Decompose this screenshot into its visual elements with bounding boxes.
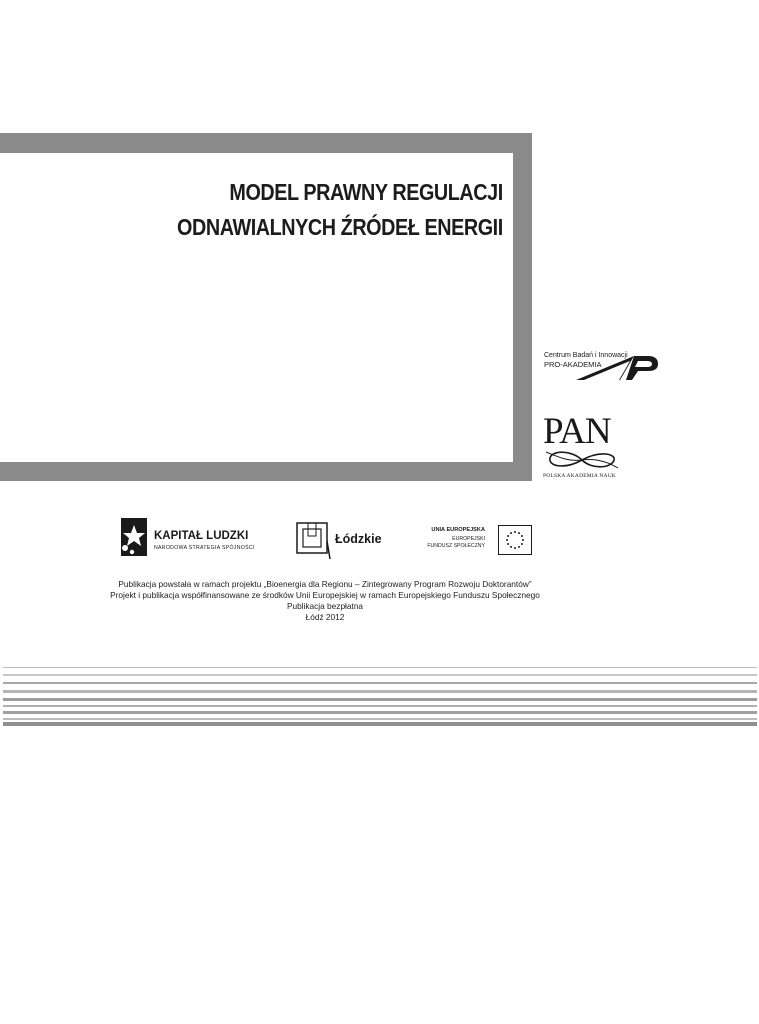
decorative-stripes — [3, 667, 757, 727]
pan-logo — [540, 412, 630, 484]
eu-fund-line1: EUROPEJSKI — [452, 536, 485, 542]
lodzkie-emblem-icon — [296, 521, 332, 561]
title-frame — [0, 133, 532, 481]
eu-name: UNIA EUROPEJSKA — [431, 527, 485, 533]
cbi-pro-akademia-logo — [542, 350, 662, 384]
stripe — [3, 698, 757, 701]
kapital-ludzki-star-icon — [117, 518, 151, 558]
publication-line-4: Łódź 2012 — [305, 612, 345, 622]
stripe — [3, 674, 757, 676]
stripe — [3, 690, 757, 693]
cbi-subname: PRO-AKADEMIA — [544, 360, 602, 369]
lodzkie-logo — [296, 521, 396, 561]
stripe — [3, 705, 757, 707]
publication-note — [0, 579, 650, 623]
stripe — [3, 722, 757, 726]
pan-caption: POLSKA AKADEMIA NAUK — [543, 473, 617, 479]
stripe — [3, 682, 757, 684]
stripe — [3, 718, 757, 720]
eu-fund-line2: FUNDUSZ SPOŁECZNY — [427, 543, 485, 549]
book-title — [177, 175, 503, 245]
lodzkie-name: Łódzkie — [335, 532, 382, 546]
stripe — [3, 667, 757, 668]
publication-line-1: Publikacja powstała w ramach projektu „Bioenergia dla Regionu – Zintegrowany Program Rozwoju Doktorantów” — [118, 579, 532, 589]
kapital-ludzki-logo — [117, 518, 267, 558]
kapital-ludzki-subtitle: NARODOWA STRATEGIA SPÓJNOŚCI — [154, 545, 255, 551]
cbi-name: Centrum Badań i Innowacji — [544, 352, 628, 359]
pan-wordmark: PAN — [543, 411, 611, 452]
eu-flag-icon — [498, 525, 532, 555]
ap-monogram-icon — [572, 350, 660, 382]
stripe — [3, 711, 757, 714]
title-panel — [0, 153, 513, 462]
publication-line-3: Publikacja bezpłatna — [286, 601, 364, 611]
title-line-1: MODEL PRAWNY REGULACJI — [229, 179, 503, 205]
title-line-2: ODNAWIALNYCH ŹRÓDEŁ ENERGII — [177, 214, 503, 240]
publication-line-2: Projekt i publikacja współfinansowane ze środków Unii Europejskiej w ramach Europejskiego Funduszu Społecznego — [110, 590, 540, 600]
infinity-swirl-icon — [542, 448, 622, 472]
eu-logo — [422, 524, 534, 556]
kapital-ludzki-name: KAPITAŁ LUDZKI — [154, 530, 249, 542]
